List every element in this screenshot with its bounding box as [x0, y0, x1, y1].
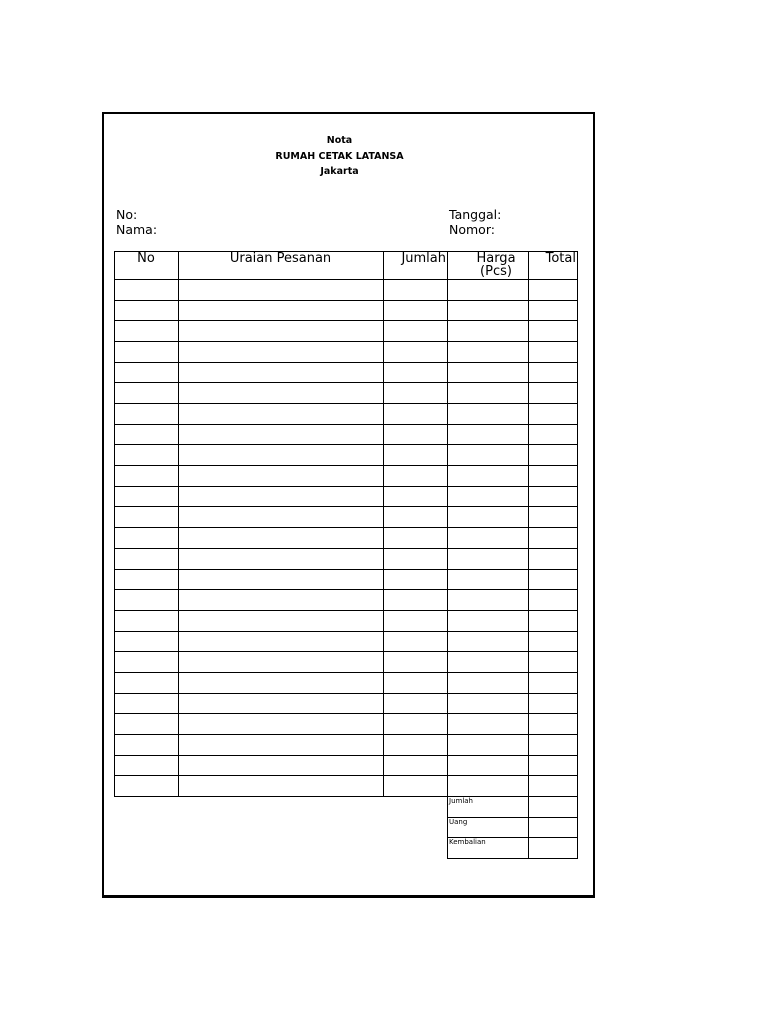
table-row-cell	[178, 589, 384, 611]
table-row-cell	[447, 755, 529, 776]
table-row-cell	[528, 382, 578, 404]
table-row-cell	[383, 755, 448, 776]
table-row-cell	[528, 486, 578, 507]
table-row-cell	[447, 569, 529, 590]
table-row-cell	[178, 506, 384, 528]
table-row-cell	[383, 527, 448, 549]
summary-label-uang: Uang	[449, 818, 468, 826]
table-row-cell	[528, 527, 578, 549]
table-row-cell	[114, 486, 179, 507]
table-row-cell	[178, 382, 384, 404]
table-row-cell	[178, 486, 384, 507]
summary-value-cell	[528, 796, 578, 818]
nama-label: Nama:	[116, 222, 158, 237]
table-row-cell	[447, 403, 529, 425]
table-row-cell	[178, 444, 384, 466]
header-no: No	[137, 251, 155, 266]
table-row-cell	[447, 382, 529, 404]
table-row-cell	[114, 403, 179, 425]
table-row-cell	[114, 506, 179, 528]
table-row-cell	[383, 424, 448, 445]
table-row-cell	[383, 775, 448, 797]
table-row-cell	[178, 300, 384, 321]
table-row-cell	[178, 527, 384, 549]
table-row-cell	[528, 300, 578, 321]
table-row-cell	[114, 672, 179, 694]
table-row-cell	[383, 403, 448, 425]
table-row-cell	[528, 362, 578, 383]
table-row-cell	[383, 486, 448, 507]
table-row-cell	[114, 713, 179, 735]
table-row-cell	[447, 631, 529, 652]
table-row-cell	[114, 548, 179, 570]
table-row-cell	[447, 713, 529, 735]
table-row-cell	[178, 713, 384, 735]
table-row-cell	[383, 734, 448, 756]
table-row-cell	[178, 755, 384, 776]
table-row-cell	[114, 300, 179, 321]
table-row-cell	[114, 444, 179, 466]
city-name: Jakarta	[320, 166, 359, 177]
table-row-cell	[447, 424, 529, 445]
header-total: Total	[545, 251, 576, 266]
table-row-cell	[114, 651, 179, 673]
table-row-cell	[114, 693, 179, 714]
table-row-cell	[383, 693, 448, 714]
table-row-cell	[447, 548, 529, 570]
table-row-cell	[528, 734, 578, 756]
table-row-cell	[114, 589, 179, 611]
table-row-cell	[447, 341, 529, 363]
table-row-cell	[528, 651, 578, 673]
table-row-cell	[528, 444, 578, 466]
nota-title: Nota	[326, 135, 353, 146]
table-row-cell	[528, 506, 578, 528]
table-row-cell	[383, 444, 448, 466]
table-row-cell	[383, 631, 448, 652]
tanggal-label: Tanggal:	[449, 207, 502, 222]
table-row-cell	[447, 362, 529, 383]
table-row-cell	[528, 713, 578, 735]
summary-value-cell	[528, 837, 578, 859]
header-jumlah: Jumlah	[401, 251, 446, 266]
table-row-cell	[114, 320, 179, 342]
table-row-cell	[114, 569, 179, 590]
table-row-cell	[528, 755, 578, 776]
table-row-cell	[114, 362, 179, 383]
table-row-cell	[114, 424, 179, 445]
table-row-cell	[178, 341, 384, 363]
table-row-cell	[528, 610, 578, 632]
table-row-cell	[383, 341, 448, 363]
table-row-cell	[447, 300, 529, 321]
table-row-cell	[447, 693, 529, 714]
no-label: No:	[116, 207, 138, 222]
table-row-cell	[447, 672, 529, 694]
table-row-cell	[178, 465, 384, 487]
table-row-cell	[114, 382, 179, 404]
table-row-cell	[114, 279, 179, 301]
table-row-cell	[178, 672, 384, 694]
table-row-cell	[178, 320, 384, 342]
table-row-cell	[447, 444, 529, 466]
header-uraian: Uraian Pesanan	[229, 251, 332, 266]
table-row-cell	[447, 506, 529, 528]
table-row-cell	[383, 279, 448, 301]
table-row-cell	[178, 631, 384, 652]
table-row-cell	[447, 279, 529, 301]
header-harga: Harga (Pcs)	[476, 251, 516, 279]
table-row-cell	[383, 672, 448, 694]
table-row-cell	[178, 424, 384, 445]
table-row-cell	[447, 320, 529, 342]
table-row-cell	[528, 775, 578, 797]
table-row-cell	[447, 589, 529, 611]
table-row-cell	[383, 589, 448, 611]
table-row-cell	[178, 403, 384, 425]
table-row-cell	[528, 320, 578, 342]
table-row-cell	[447, 486, 529, 507]
table-row-cell	[528, 672, 578, 694]
table-row-cell	[528, 569, 578, 590]
table-row-cell	[383, 569, 448, 590]
table-row-cell	[114, 465, 179, 487]
table-row-cell	[383, 548, 448, 570]
table-row-cell	[114, 341, 179, 363]
table-row-cell	[383, 506, 448, 528]
summary-value-cell	[528, 817, 578, 838]
table-row-cell	[383, 300, 448, 321]
table-row-cell	[383, 651, 448, 673]
table-row-cell	[447, 527, 529, 549]
table-row-cell	[114, 734, 179, 756]
table-row-cell	[178, 279, 384, 301]
table-row-cell	[114, 775, 179, 797]
table-row-cell	[178, 569, 384, 590]
table-row-cell	[383, 713, 448, 735]
nomor-label: Nomor:	[449, 222, 495, 237]
table-row-cell	[447, 610, 529, 632]
table-row-cell	[114, 610, 179, 632]
table-row-cell	[383, 362, 448, 383]
table-row-cell	[528, 465, 578, 487]
table-row-cell	[383, 320, 448, 342]
table-row-cell	[114, 755, 179, 776]
table-row-cell	[528, 341, 578, 363]
table-row-cell	[528, 693, 578, 714]
table-row-cell	[528, 589, 578, 611]
table-row-cell	[447, 651, 529, 673]
summary-label-kembalian: Kembalian	[449, 838, 486, 846]
table-row-cell	[528, 403, 578, 425]
table-row-cell	[528, 548, 578, 570]
table-row-cell	[178, 651, 384, 673]
table-row-cell	[178, 362, 384, 383]
table-row-cell	[528, 424, 578, 445]
table-row-cell	[114, 527, 179, 549]
table-row-cell	[528, 631, 578, 652]
table-row-cell	[178, 775, 384, 797]
table-row-cell	[447, 734, 529, 756]
summary-label-jumlah: Jumlah	[449, 797, 473, 805]
table-row-cell	[447, 465, 529, 487]
table-row-cell	[178, 693, 384, 714]
table-row-cell	[447, 775, 529, 797]
table-row-cell	[178, 610, 384, 632]
table-row-cell	[383, 382, 448, 404]
table-row-cell	[383, 610, 448, 632]
table-row-cell	[178, 548, 384, 570]
table-row-cell	[114, 631, 179, 652]
table-row-cell	[528, 279, 578, 301]
company-name: RUMAH CETAK LATANSA	[275, 151, 404, 162]
table-row-cell	[383, 465, 448, 487]
table-row-cell	[178, 734, 384, 756]
